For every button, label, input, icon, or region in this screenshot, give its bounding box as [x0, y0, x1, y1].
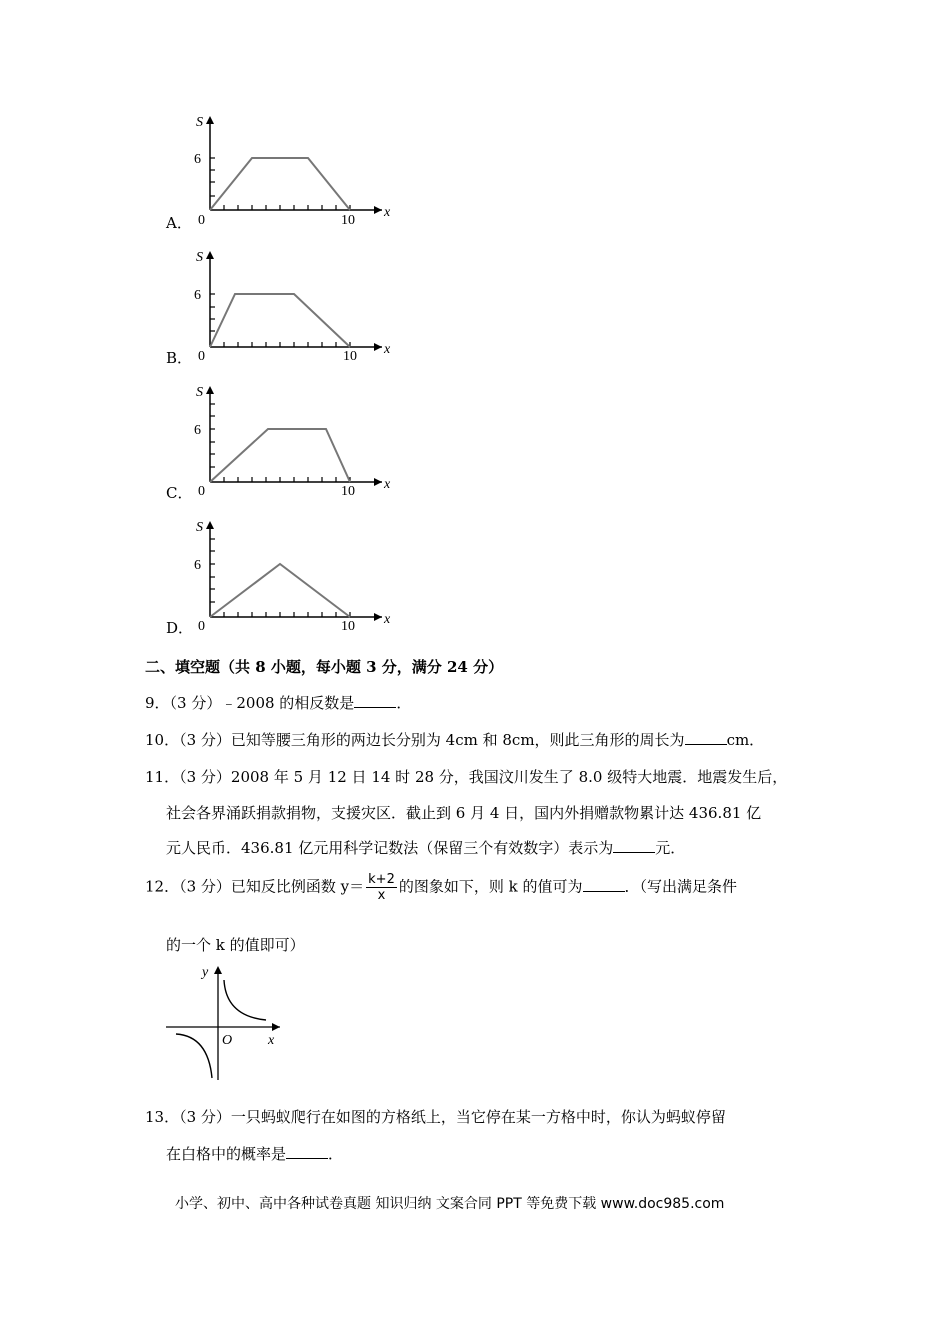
- option-c-origin: 0: [198, 484, 205, 497]
- question-13: [145, 1106, 726, 1127]
- q13-number: 13．: [145, 1108, 180, 1126]
- option-d: [160, 517, 400, 637]
- option-b-x-label: x: [384, 342, 391, 357]
- q12-graph: [160, 960, 290, 1085]
- q10-text: 已知等腰三角形的两边长分别为 4cm 和 8cm，则此三角形的周长为: [230, 731, 685, 749]
- q12-text-before: 已知反比例函数 y＝: [230, 877, 365, 896]
- q12-graph-origin: O: [222, 1033, 233, 1048]
- option-c-graph: [192, 382, 392, 497]
- option-d-x-label: x: [384, 612, 391, 627]
- q9-score: （3 分）: [169, 694, 222, 712]
- option-b: [160, 247, 400, 367]
- q9-number: 9．: [145, 694, 170, 712]
- q12-fraction: [366, 872, 397, 903]
- option-b-x-tick: 10: [343, 349, 357, 362]
- option-b-y-label: S: [196, 250, 203, 265]
- q11-score: （3 分）: [179, 768, 231, 786]
- q13-line2: 在白格中的概率是: [166, 1145, 287, 1163]
- q12-text-after: 的图象如下，则 k 的值可为: [398, 877, 583, 896]
- q12-frac-denominator: x: [377, 888, 386, 903]
- q13-end: ．: [328, 1145, 344, 1163]
- q12-line2: 的一个 k 的值即可）: [166, 936, 305, 954]
- option-a-x-label: x: [384, 205, 391, 220]
- q11-end: 元．: [655, 839, 686, 857]
- option-d-y-tick: 6: [194, 558, 201, 573]
- option-a-origin: 0: [198, 213, 205, 227]
- option-c-label: C．: [166, 484, 193, 502]
- question-11-line3: [166, 837, 685, 858]
- q11-blank: [613, 838, 655, 853]
- q11-number: 11．: [145, 768, 180, 786]
- q12-blank: [583, 877, 625, 892]
- option-c: [160, 382, 400, 502]
- question-12: [145, 872, 737, 903]
- q12-frac-numerator: k+2: [368, 872, 395, 887]
- option-a-y-label: S: [196, 115, 203, 130]
- question-13-line2: [166, 1143, 343, 1164]
- page-footer: 小学、初中、高中各种试卷真题 知识归纳 文案合同 PPT 等免费下载 www.doc985.com: [175, 1196, 725, 1212]
- option-d-label: D．: [166, 619, 194, 637]
- option-a-graph: [192, 112, 392, 227]
- q10-blank: [685, 730, 727, 745]
- option-c-y-label: S: [196, 385, 203, 400]
- question-9: [145, 692, 411, 713]
- option-b-y-tick: 6: [194, 288, 201, 303]
- q12-end: ．（写出满足条件: [624, 877, 738, 896]
- option-a: [160, 112, 400, 232]
- question-11: [145, 766, 787, 787]
- option-a-y-tick: 6: [194, 152, 201, 167]
- q12-score: （3 分）: [179, 877, 231, 896]
- option-c-x-label: x: [384, 477, 391, 492]
- option-a-x-tick: 10: [341, 213, 355, 227]
- q9-end: ．: [396, 694, 412, 712]
- q10-number: 10．: [145, 731, 180, 749]
- option-b-label: B．: [166, 349, 193, 367]
- option-a-label: A．: [166, 214, 192, 232]
- q12-graph-x-label: x: [268, 1033, 275, 1048]
- q9-blank: [354, 693, 396, 708]
- option-b-origin: 0: [198, 349, 205, 362]
- option-b-graph: [192, 247, 392, 362]
- option-d-x-tick: 10: [341, 619, 355, 632]
- q13-blank: [286, 1144, 328, 1159]
- q11-line2: 社会各界涌跃捐款捐物，支援灾区．截止到 6 月 4 日，国内外捐赠款物累计达 436.81 亿: [166, 804, 762, 822]
- option-d-y-label: S: [196, 520, 203, 535]
- section-title: 二、填空题（共 8 小题，每小题 3 分，满分 24 分）: [145, 658, 504, 676]
- q11-line1: 2008 年 5 月 12 日 14 时 28 分，我国汶川发生了 8.0 级特大地震．地震发生后，: [230, 768, 788, 786]
- question-10: [145, 729, 764, 750]
- option-d-graph: [192, 517, 392, 632]
- option-c-x-tick: 10: [341, 484, 355, 497]
- option-d-origin: 0: [198, 619, 205, 632]
- q9-text: ﹣2008 的相反数是: [221, 694, 355, 712]
- q13-score: （3 分）: [179, 1108, 231, 1126]
- option-c-y-tick: 6: [194, 423, 201, 438]
- q10-end: cm．: [726, 731, 765, 749]
- q13-line1: 一只蚂蚁爬行在如图的方格纸上，当它停在某一方格中时，你认为蚂蚁停留: [230, 1108, 726, 1126]
- q11-line3: 元人民币．436.81 亿元用科学记数法（保留三个有效数字）表示为: [166, 839, 614, 857]
- q12-number: 12．: [145, 877, 180, 896]
- q12-graph-y-label: y: [202, 965, 209, 980]
- q10-score: （3 分）: [179, 731, 231, 749]
